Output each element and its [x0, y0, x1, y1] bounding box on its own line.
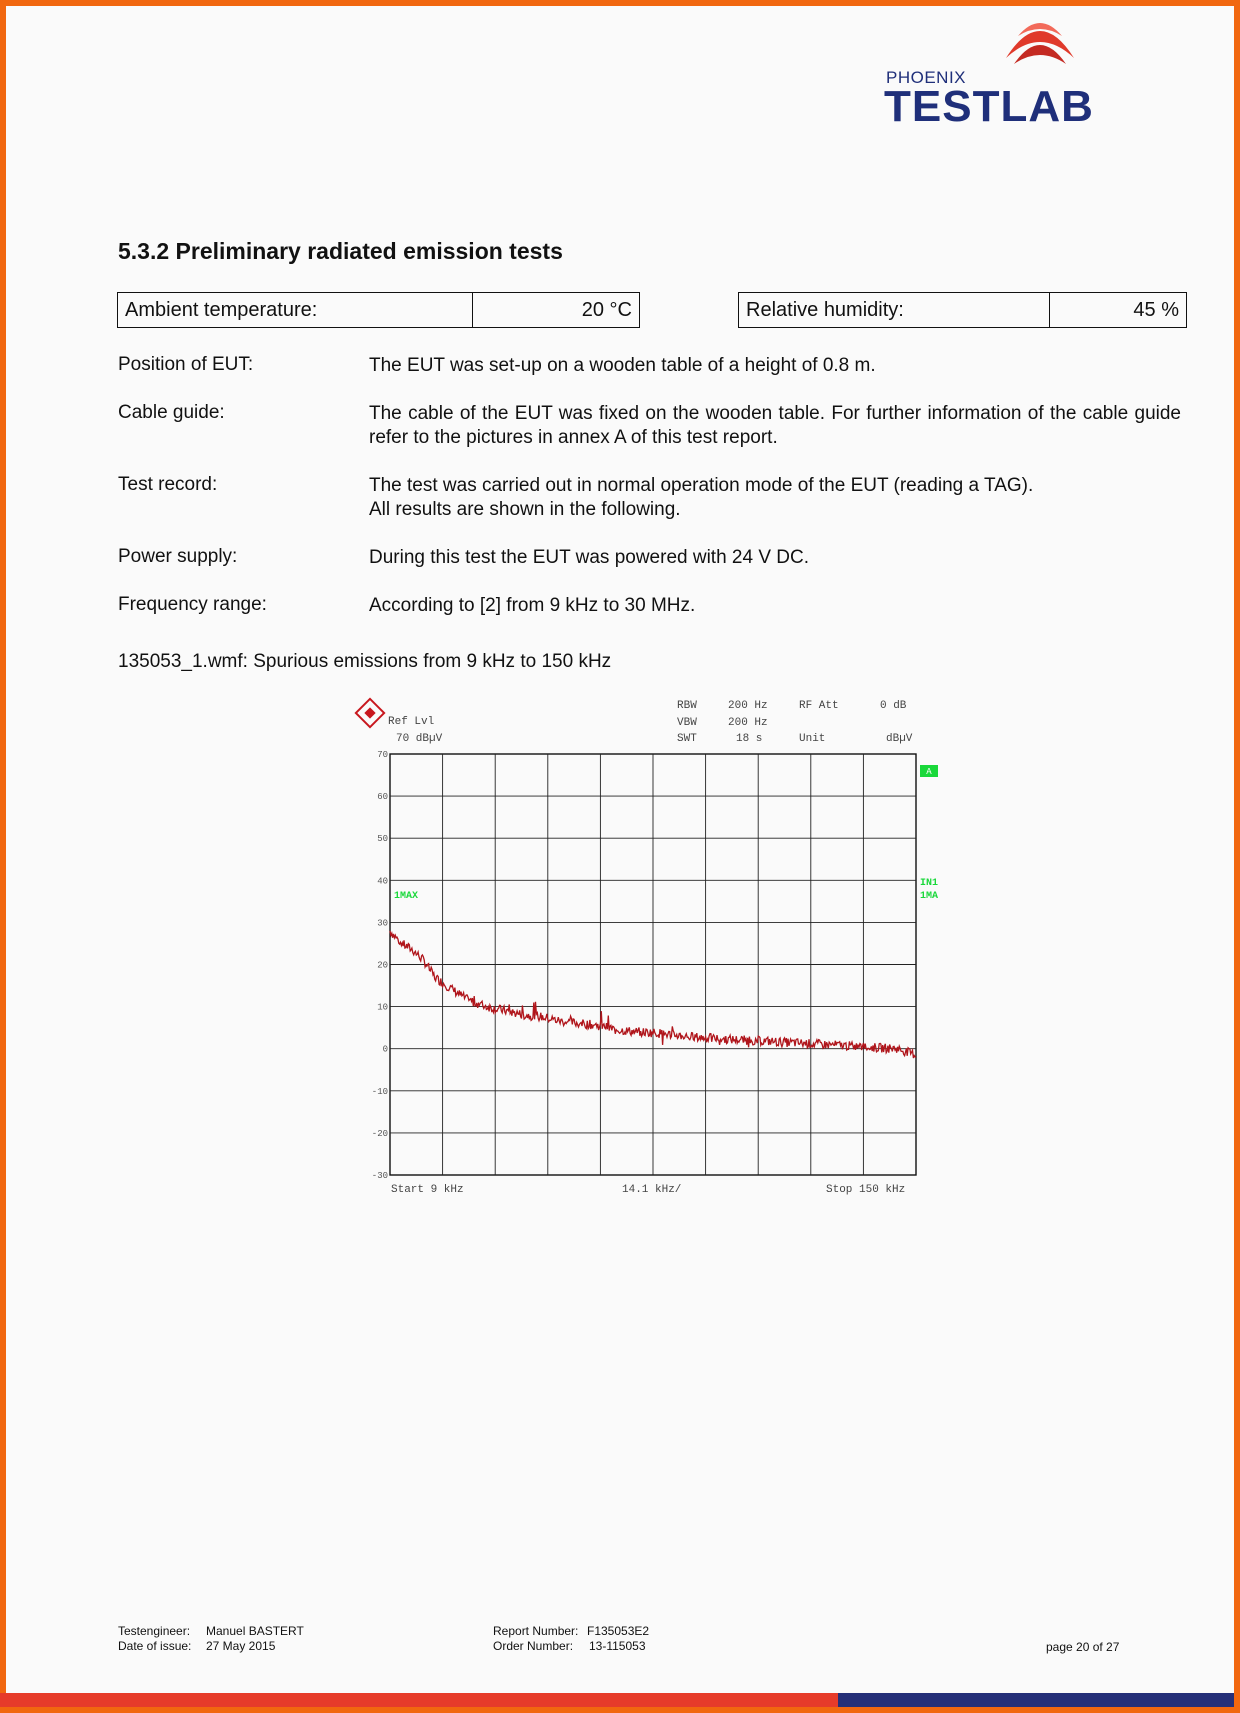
- y-tick-label: 70: [377, 750, 388, 760]
- humidity-table: [738, 292, 1187, 328]
- humidity-value: 45 %: [1050, 293, 1187, 328]
- y-tick-label: 20: [377, 960, 388, 971]
- frequency-range-label: Frequency range:: [118, 594, 267, 615]
- report-number-value: F135053E2: [587, 1624, 650, 1638]
- logo-brand-main: TESTLAB: [884, 82, 1094, 131]
- order-number-value: 13-115053: [589, 1639, 646, 1653]
- trace-a-badge-label: A: [926, 767, 932, 777]
- y-tick-label: 10: [377, 1002, 388, 1013]
- footer-bar-navy: [838, 1693, 1234, 1707]
- test-record-label: Test record:: [118, 474, 218, 495]
- temperature-label: Ambient temperature:: [118, 293, 473, 328]
- report-number-label: Report Number:: [493, 1624, 579, 1638]
- chart-caption: 135053_1.wmf: Spurious emissions from 9 kHz to 150 kHz: [118, 651, 612, 672]
- temperature-value: 20 °C: [473, 293, 640, 328]
- power-supply-label: Power supply:: [118, 546, 238, 567]
- power-supply-text: During this test the EUT was powered with 24 V DC.: [369, 547, 810, 568]
- ref-lvl-label: Ref Lvl: [388, 716, 435, 728]
- rf-att-label: RF Att: [799, 700, 839, 712]
- footer-bar-red: [0, 1693, 838, 1707]
- engineer-label: Testengineer:: [118, 1624, 191, 1638]
- testlab-logo-icon: [1000, 6, 1080, 74]
- y-tick-label: 40: [377, 876, 388, 887]
- y-tick-label: -10: [371, 1086, 388, 1097]
- date-label: Date of issue:: [118, 1639, 192, 1653]
- engineer-value: Manuel BASTERT: [206, 1624, 304, 1638]
- swt-label: SWT: [677, 733, 697, 745]
- spectrum-chart: [344, 690, 954, 1200]
- 1max-label: 1MAX: [394, 891, 419, 902]
- position-text: The EUT was set-up on a wooden table of a height of 0.8 m.: [369, 355, 876, 376]
- unit-label: Unit: [799, 733, 826, 745]
- in1-label: IN1: [920, 878, 939, 889]
- position-label: Position of EUT:: [118, 354, 254, 375]
- frequency-range-text: According to [2] from 9 kHz to 30 MHz.: [369, 595, 696, 616]
- ref-lvl-value: 70 dBµV: [396, 733, 443, 745]
- y-tick-label: -30: [371, 1171, 388, 1181]
- rbw-label: RBW: [677, 700, 697, 712]
- rbw-value: 200 Hz: [728, 700, 768, 712]
- x-stop-label: Stop 150 kHz: [826, 1184, 906, 1196]
- swt-value: 18 s: [736, 733, 763, 745]
- chart-grid: [390, 754, 916, 1175]
- test-record-text: The test was carried out in normal operation mode of the EUT (reading a TAG).: [369, 475, 1034, 496]
- order-number-label: Order Number:: [493, 1639, 574, 1653]
- page-number: page 20 of 27: [1046, 1640, 1120, 1654]
- rs-logo-icon: [356, 699, 384, 727]
- date-value: 27 May 2015: [206, 1639, 276, 1653]
- unit-value: dBµV: [886, 733, 913, 745]
- y-tick-label: 30: [377, 918, 388, 929]
- x-start-label: Start 9 kHz: [391, 1184, 464, 1196]
- document-page: [6, 6, 1234, 1707]
- cable-guide-text: The cable of the EUT was fixed on the wooden table. For further information of the cable guide refer to the pictures in annex A of this test report.: [369, 403, 1181, 448]
- cable-guide-label: Cable guide:: [118, 402, 225, 423]
- rf-att-value: 0 dB: [880, 700, 907, 712]
- y-tick-label: 60: [377, 792, 388, 803]
- vbw-label: VBW: [677, 717, 697, 729]
- y-tick-label: 0: [382, 1044, 388, 1055]
- temperature-table: [117, 292, 640, 328]
- vbw-value: 200 Hz: [728, 717, 768, 729]
- 1ma-label: 1MA: [920, 891, 939, 902]
- section-title: 5.3.2 Preliminary radiated emission tests: [118, 238, 563, 264]
- humidity-label: Relative humidity:: [739, 293, 1050, 328]
- x-div-label: 14.1 kHz/: [622, 1184, 682, 1196]
- y-tick-label: -20: [371, 1128, 388, 1139]
- logo-brand-top: PHOENIX: [886, 68, 967, 87]
- y-tick-label: 50: [377, 834, 388, 845]
- test-record-text2: All results are shown in the following.: [369, 499, 681, 520]
